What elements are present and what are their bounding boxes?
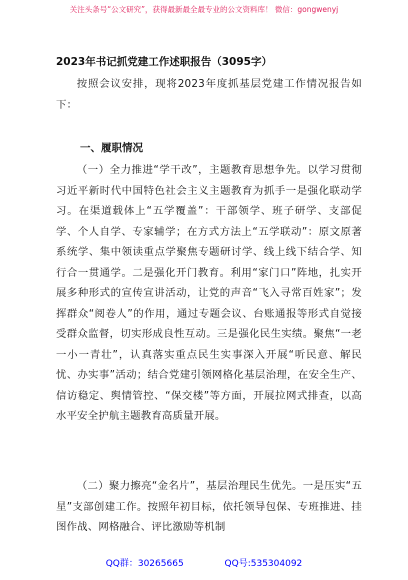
body-paragraph-2: （二）聚力擦亮“金名片”，基层治理民生优先。一是压实“五星”支部创建工作。按照年初目标，依托领导包保、专班推进、挂图作战、网格融合、评比激励等机制	[56, 480, 362, 533]
intro-paragraph: 按照会议安排，现将2023年度抓基层党建工作情况报告如下：	[56, 78, 362, 111]
document-title: 2023年书记抓党建工作述职报告（3095字）	[56, 56, 272, 68]
promo-banner: 关注头条号“公文研究”，获得最新最全最专业的公文资料库！ 微信：gongwenyj	[69, 5, 339, 14]
section-heading: 一、履职情况	[80, 142, 143, 154]
footer-contacts	[0, 556, 408, 569]
footer-qq-group: QQ群：30265665	[105, 559, 184, 569]
footer-qq-number: QQ号:535304092	[224, 559, 303, 569]
body-paragraph-1: （一）全力推进“学干改”，主题教育思想争先。以学习贯彻习近平新时代中国特色社会主义主题教育为抓手一是强化联动学习。在渠道载体上“五学覆盖”：干部领学、班子研学、支部促学、个人自学、专家辅学；在方式方法上“五学联动”：原文原著系统学、集中领读重点学聚焦专题研讨学、线上线下结合学、知行合一贯通学。二是强化开门教育。利用“家门口”阵地，扎实开展多种形式的宣传宣讲活动，让党的声音“飞入寻常百姓家”；发挥群众“阅卷人”的作用，通过专题会议、台账通报等形式自觉接受群众监督，切实形成良性互动。三是强化民生实绩。聚焦“一老一小一青壮”，认真落实重点民生实事深入开展“听民意、解民忧、办实事”活动；结合党建引领网格化基层治理，在安全生产、信访稳定、舆情管控、“保交楼”等方面，开展拉网式排查，以高水平安全护航主题教育高质量开展。	[56, 164, 362, 422]
